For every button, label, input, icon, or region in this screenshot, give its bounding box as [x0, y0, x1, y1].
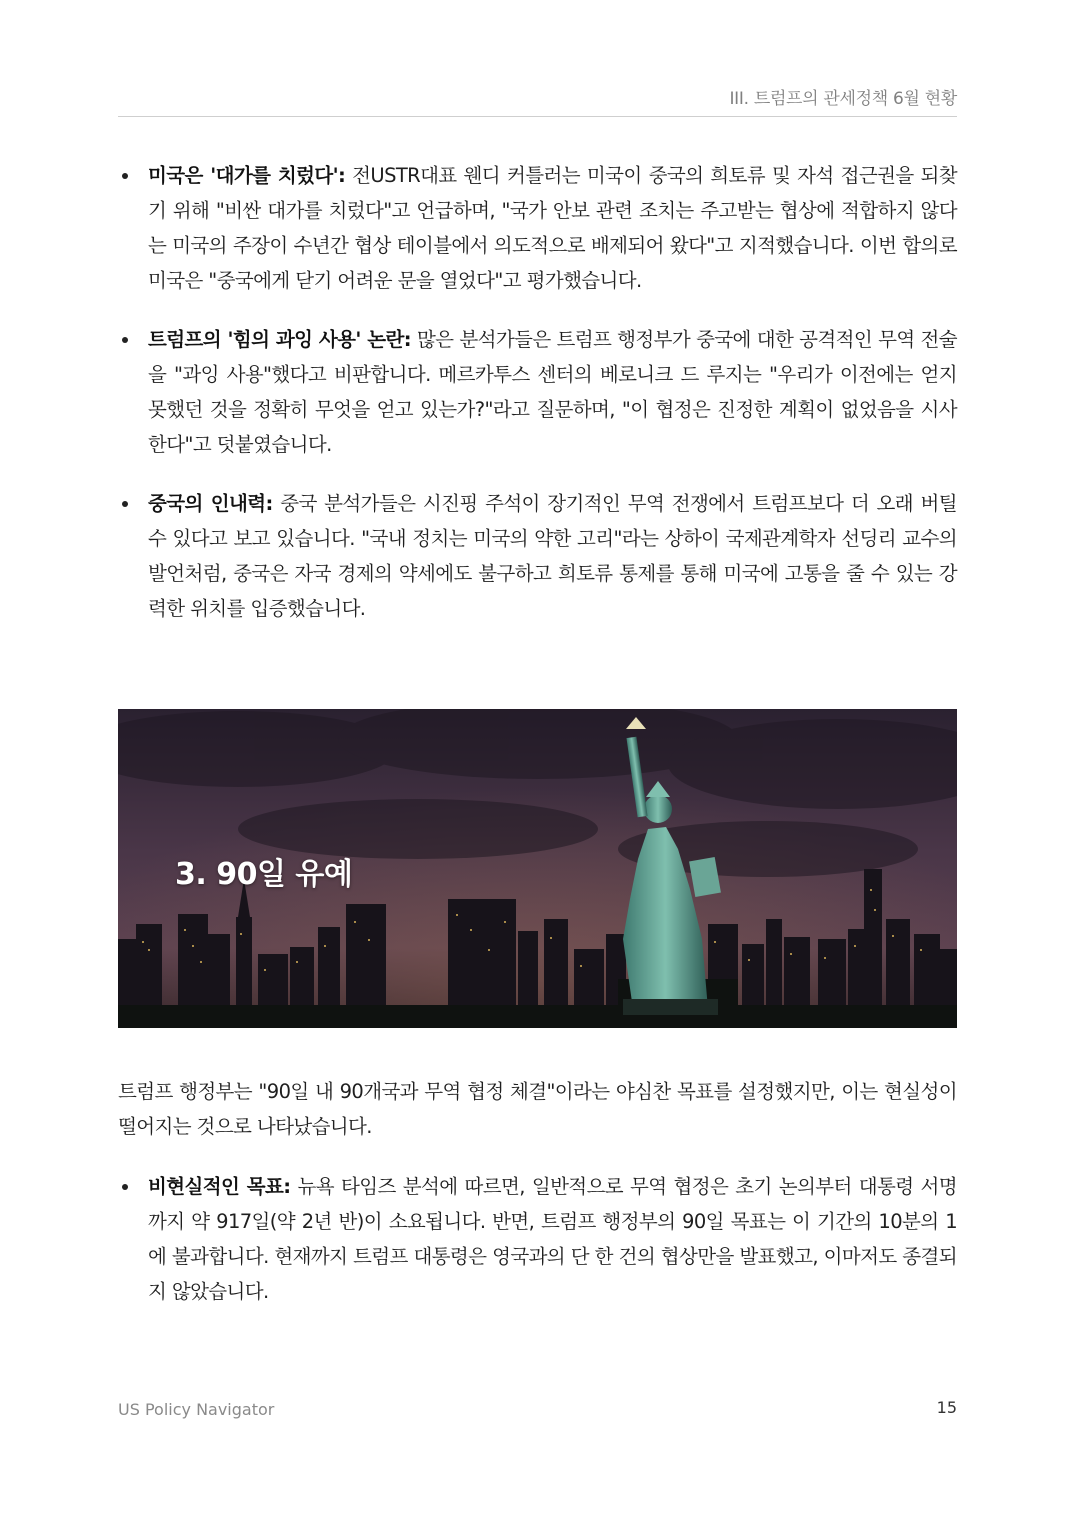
- list-item: [118, 158, 957, 298]
- list-item-lead: 미국은 '대가를 치렀다':: [148, 164, 346, 187]
- analysis-bullet-list: [118, 158, 957, 650]
- section-title: 3. 90일 유예: [175, 857, 353, 892]
- list-item-lead: 비현실적인 목표:: [148, 1175, 291, 1198]
- header-divider: [118, 116, 957, 117]
- bullet-icon: [122, 1184, 128, 1190]
- list-item-body: 중국 분석가들은 시진핑 주석이 장기적인 무역 전쟁에서 트럼프보다 더 오래 버틸 수 있다고 보고 있습니다. "국내 정치는 미국의 약한 고리"라는 상하이 국제관계학자 선딩리 교수의 발언처럼, 중국은 자국 경제의 약세에도 불구하고 희토류 통제를 통해 미국에 고통을 줄 수 있는 강력한 위치를 입증했습니다.: [148, 492, 958, 620]
- list-item-text: [148, 486, 957, 626]
- list-item: [118, 1169, 957, 1309]
- list-item: [118, 322, 957, 462]
- page-number: 15: [936, 1398, 957, 1417]
- list-item-body: 전USTR대표 웬디 커틀러는 미국이 중국의 희토류 및 자석 접근권을 되찾기 위해 "비싼 대가를 치렀다"고 언급하며, "국가 안보 관련 조치는 주고받는 협상에 적합하지 않다는 미국의 주장이 수년간 협상 테이블에서 의도적으로 배제되어 왔다"고 지적했습니다. 이번 합의로 미국은 "중국에게 닫기 어려운 문을 열었다"고 평가했습니다.: [148, 164, 957, 292]
- bullet-icon: [122, 337, 128, 343]
- list-item-lead: 트럼프의 '힘의 과잉 사용' 논란:: [148, 328, 411, 351]
- running-header: III. 트럼프의 관세정책 6월 현황: [729, 89, 957, 109]
- bullet-icon: [122, 173, 128, 179]
- section-intro-paragraph: 트럼프 행정부는 "90일 내 90개국과 무역 협정 체결"이라는 야심찬 목표를 설정했지만, 이는 현실성이 떨어지는 것으로 나타났습니다.: [118, 1080, 957, 1138]
- list-item-body: 뉴욕 타임즈 분석에 따르면, 일반적으로 무역 협정은 초기 논의부터 대통령 서명까지 약 917일(약 2년 반)이 소요됩니다. 반면, 트럼프 행정부의 90일 목표는 이 기간의 10분의 1에 불과합니다. 현재까지 트럼프 대통령은 영국과의 단 한 건의 협상만을 발표했고, 이마저도 종결되지 않았습니다.: [148, 1175, 957, 1303]
- footer-brand: US Policy Navigator: [118, 1400, 275, 1419]
- ninety-day-bullet-list: [118, 1169, 957, 1333]
- section-hero-banner: [118, 709, 957, 1028]
- list-item: [118, 486, 957, 626]
- list-item-text: [148, 322, 957, 462]
- list-item-text: [148, 158, 957, 298]
- list-item-body: 많은 분석가들은 트럼프 행정부가 중국에 대한 공격적인 무역 전술을 "과잉 사용"했다고 비판합니다. 메르카투스 센터의 베로니크 드 루지는 "우리가 이전에는 얻지 못했던 것을 정확히 무엇을 얻고 있는가?"라고 질문하며, "이 협정은 진정한 계획이 없었음을 시사한다"고 덧붙였습니다.: [148, 328, 957, 456]
- list-item-lead: 중국의 인내력:: [148, 492, 273, 515]
- bullet-icon: [122, 501, 128, 507]
- list-item-text: [148, 1169, 957, 1309]
